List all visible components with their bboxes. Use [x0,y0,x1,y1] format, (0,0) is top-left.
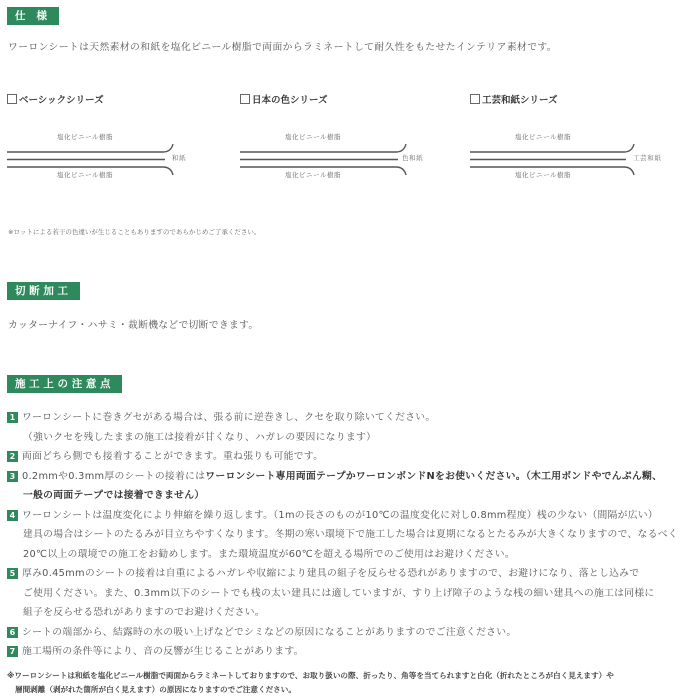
spec-intro: ワーロンシートは天然素材の和紙を塩化ビニール樹脂で両面からラミネートして耐久性をもたせたインテリア素材です。 [8,42,557,53]
note-text: （強いクセを残したままの施工は接着が甘くなり、ハガレの要因になります） [23,431,377,443]
note-text: 組子を反らせる恐れがありますのでお避けください。 [23,607,265,618]
note-text: ワーロンシートは温度変化により伸縮を繰り返します。（1mの長さのものが10℃の温度変化に対し0.8mm程度）桟の少ない（間隔が広い） [22,509,659,521]
number-badge: 3 [7,471,18,482]
lot-note: ※ロットによる若干の色違いが生じることもありますのであらかじめご了承ください。 [8,228,261,236]
top-layer-label: 塩化ビニール樹脂 [285,133,342,141]
number-badge: 7 [7,646,18,657]
layer-lines-icon [240,132,465,192]
middle-layer-label: 色和紙 [402,154,424,162]
section-label-precautions: 施工上の注意点 [7,375,122,393]
list-item [7,447,697,467]
note-text-bold: ワーロンシート専用両面テープかワーロンボンドNをお使いください。（木工用ボンドやでんぷん糊、 [205,470,663,482]
note-text: 20℃以上の環境での施工をお勧めします。また環境温度が60℃を超える場所でのご使用はお避けください。 [23,548,515,560]
bottom-layer-label: 塩化ビニール樹脂 [57,171,114,179]
list-item-continuation [7,525,697,545]
list-item [7,642,697,662]
note-text: 両面どちら側でも接着することができます。重ね張りも可能です。 [22,451,324,462]
checkbox-icon [240,94,250,104]
bottom-layer-label: 塩化ビニール樹脂 [515,171,572,179]
layer-diagram [7,132,232,192]
footer-note [7,669,614,697]
series-title [240,92,328,106]
cutting-text: カッターナイフ・ハサミ・裁断機などで切断できます。 [8,320,259,331]
section-label-cutting: 切断加工 [7,282,80,300]
list-item [7,408,697,428]
note-text: 0.2mmや0.3mm厚のシートの接着には [22,470,206,482]
note-text: 建具の場合はシートのたるみが目立ちやすくなります。冬期の寒い環境下で施工した場合は夏期になるとたるみが大きくなりますので、なるべく [23,529,678,540]
series-title-text: 日本の色シリーズ [252,95,328,106]
layer-lines-icon [470,132,695,192]
note-text: 厚み0.45mmのシートの接着は自重によるハガレや収縮により建具の組子を反らせる恐れがありますので、お避けになり、落とし込みで [22,568,640,579]
list-item-continuation [7,486,697,506]
list-item [7,506,697,526]
footer-line-1: ※ワーロンシートは和紙を塩化ビニール樹脂で両面からラミネートしておりますので、お取り扱いの際、折ったり、角等を当てられますと白化（折れたところが白く見えます）や [7,671,614,680]
number-badge: 6 [7,627,18,638]
series-title [7,92,104,106]
list-item-continuation [7,603,697,623]
layer-diagram [470,132,695,192]
middle-layer-label: 工芸和紙 [633,154,662,162]
list-item-continuation [7,584,697,604]
top-layer-label: 塩化ビニール樹脂 [57,133,114,141]
list-item [7,467,697,487]
series-title-text: 工芸和紙シリーズ [482,95,558,106]
number-badge: 2 [7,451,18,462]
footer-line-2: 層間剥離（剥がれた箇所が白く見えます）の原因になりますのでご注意ください。 [15,685,296,694]
list-item [7,623,697,643]
middle-layer-label: 和紙 [172,154,187,162]
list-item-continuation [7,428,697,448]
number-badge: 4 [7,510,18,521]
checkbox-icon [470,94,480,104]
series-basic [7,92,232,192]
note-text: ワーロンシートに巻きグセがある場合は、張る前に逆巻きし、クセを取り除いてください。 [22,412,436,423]
number-badge: 1 [7,412,18,423]
series-japanese-colors [240,92,465,192]
layer-lines-icon [7,132,232,192]
bottom-layer-label: 塩化ビニール樹脂 [285,171,342,179]
checkbox-icon [7,94,17,104]
layer-diagram [240,132,465,192]
series-title-text: ベーシックシリーズ [19,95,104,106]
series-craft-washi [470,92,695,192]
note-text: 施工場所の条件等により、音の反響が生じることがあります。 [22,646,304,657]
precaution-list [7,408,697,662]
list-item-continuation [7,545,697,565]
section-label-spec: 仕 様 [7,7,59,25]
note-text-bold: 一般の両面テープでは接着できません） [23,490,205,501]
note-text: シートの端部から、結露時の水の吸い上げなどでシミなどの原因になることがありますのでご注意ください。 [22,626,517,638]
note-text: ご使用ください。また、0.3mm以下のシートでも桟の太い建具には適していますが、すり上げ障子のような桟の細い建具への施工は同様に [23,587,655,599]
top-layer-label: 塩化ビニール樹脂 [515,133,572,141]
number-badge: 5 [7,568,18,579]
series-title [470,92,558,106]
list-item [7,564,697,584]
